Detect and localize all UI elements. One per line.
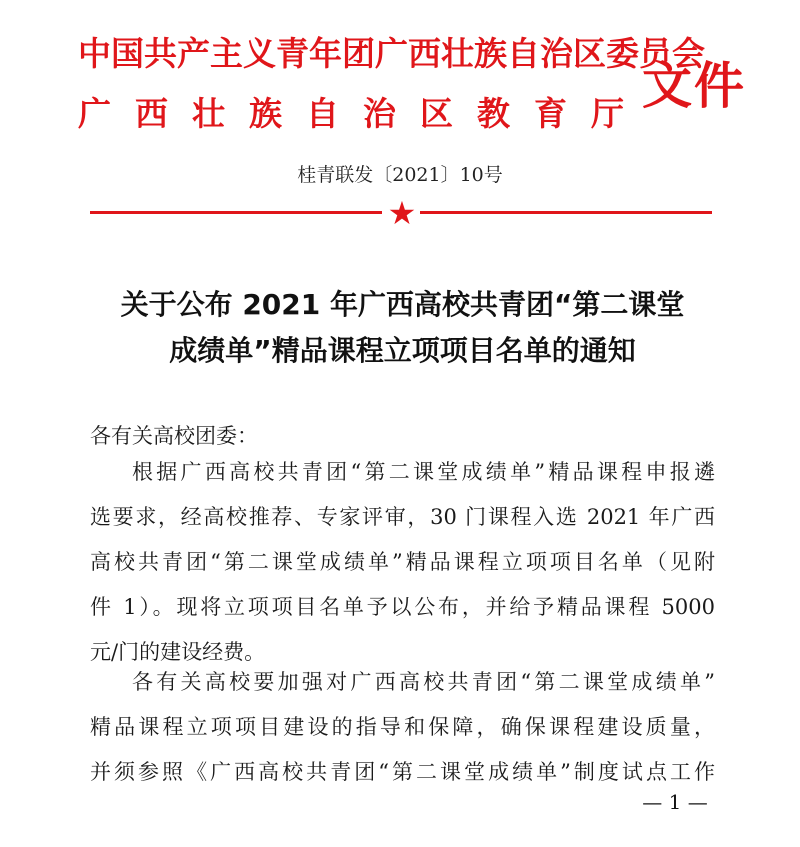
issuer-line-2: 广西壮族自治区教育厅 bbox=[78, 94, 648, 133]
paragraph-line: 元/门的建设经费。 bbox=[90, 640, 266, 664]
title-line-2: 成绩单”精品课程立项项目名单的通知 bbox=[169, 334, 636, 367]
paragraph-line: 选要求，经高校推荐、专家评审，30 门课程入选 2021 年广西 bbox=[90, 505, 715, 529]
paragraph-line: 各有关高校要加强对广西高校共青团“第二课堂成绩单” bbox=[132, 670, 715, 694]
paragraph-line: 并须参照《广西高校共青团“第二课堂成绩单”制度试点工作 bbox=[90, 760, 715, 784]
issuer-block bbox=[78, 18, 746, 148]
paragraph-1 bbox=[90, 450, 715, 675]
red-divider-left bbox=[90, 211, 382, 214]
paragraph-2 bbox=[90, 660, 715, 795]
title-line-1: 关于公布 2021 年广西高校共青团“第二课堂 bbox=[120, 288, 685, 321]
paragraph-line: 根据广西高校共青团“第二课堂成绩单”精品课程申报遴 bbox=[132, 460, 715, 484]
red-divider-right bbox=[420, 211, 712, 214]
paragraph-line: 高校共青团“第二课堂成绩单”精品课程立项项目名单（见附 bbox=[90, 550, 715, 574]
star-icon: ★ bbox=[387, 194, 417, 232]
page-number: — 1 — bbox=[642, 790, 708, 814]
document-title bbox=[90, 282, 715, 374]
paragraph-line: 件 1）。现将立项项目名单予以公布，并给予精品课程 5000 bbox=[90, 595, 715, 619]
document-number: 桂青联发〔2021〕10号 bbox=[297, 164, 503, 186]
issuer-line-1: 中国共产主义青年团广西壮族自治区委员会 bbox=[78, 34, 705, 73]
salutation: 各有关高校团委： bbox=[90, 424, 258, 448]
paragraph-line: 精品课程立项项目建设的指导和保障，确保课程建设质量， bbox=[90, 715, 715, 739]
doc-type-label: 文件 bbox=[642, 57, 746, 115]
